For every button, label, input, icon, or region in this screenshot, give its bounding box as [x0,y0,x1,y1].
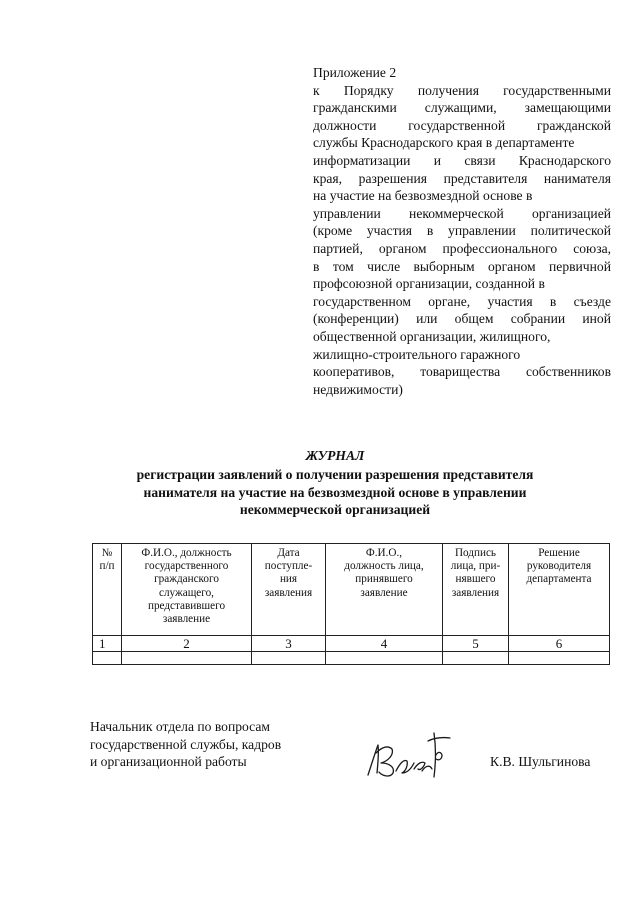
empty-cell [509,652,610,665]
handwritten-signature-icon [362,725,458,789]
signer-position [90,718,350,771]
appendix-line: партией, органом профессионального союза, [313,240,611,256]
journal-subtitle-line: некоммерческой организацией [239,502,431,518]
appendix-line: в том числе выборным органом первичной [313,258,611,274]
table-row [93,652,610,665]
signer-position-line: и организационной работы [90,754,247,770]
appendix-line: (кроме участия в управлении политической [313,223,611,239]
signer-name: К.В. Шульгинова [490,754,591,769]
appendix-line: информатизации и связи Краснодарского [313,152,611,168]
appendix-line: государственном органе, участия в съезде [313,293,611,309]
column-header-number: № п/п [93,544,122,636]
column-header-date: Дата поступле- ния заявления [252,544,326,636]
appendix-line: управлении некоммерческой организацией [313,205,611,221]
empty-cell [326,652,443,665]
appendix-line: Приложение 2 [313,65,397,80]
appendix-line: должности государственной гражданской [313,117,611,133]
journal-title-block [100,447,570,519]
empty-cell [443,652,509,665]
empty-cell [252,652,326,665]
journal-table [92,543,610,665]
column-number: 2 [122,636,252,652]
column-number-row [93,636,610,652]
signer-position-line: государственной службы, кадров [90,736,282,752]
column-number: 6 [509,636,610,652]
appendix-line: кооперативов, товарищества собственников [313,364,611,380]
column-header-receiver: Ф.И.О., должность лица, принявшего заявление [326,544,443,636]
appendix-line: профсоюзной организации, созданной в [313,276,545,292]
column-number: 3 [252,636,326,652]
signer-position-line: Начальник отдела по вопросам [90,719,271,734]
appendix-line: службы Краснодарского края в департаменте [313,135,575,151]
journal-title: ЖУРНАЛ [305,448,365,463]
journal-subtitle-line: регистрации заявлений о получении разрешения представителя [136,467,534,483]
empty-cell [122,652,252,665]
column-number: 1 [93,636,122,652]
appendix-line: гражданскими служащими, замещающими [313,100,611,116]
appendix-line: края, разрешения представителя нанимателя [313,170,611,186]
appendix-line: общественной организации, жилищного, [313,328,551,344]
appendix-block [313,64,611,398]
table-header-row [93,544,610,636]
column-header-decision: Решение руководителя департамента [509,544,610,636]
column-header-signature: Подпись лица, при- нявшего заявления [443,544,509,636]
appendix-line: недвижимости) [313,381,403,397]
column-number: 5 [443,636,509,652]
column-header-applicant: Ф.И.О., должность государственного гражданского служащего, представившего заявление [122,544,252,636]
appendix-line: (конференции) или общем собрании иной [313,311,611,327]
journal-subtitle-line: нанимателя на участие на безвозмездной основе в управлении [143,484,527,500]
appendix-line: жилищно-строительного гаражного [313,346,521,362]
appendix-line: к Порядку получения государственными [313,82,611,98]
column-number: 4 [326,636,443,652]
appendix-line: на участие на безвозмездной основе в [313,188,533,204]
empty-cell [93,652,122,665]
